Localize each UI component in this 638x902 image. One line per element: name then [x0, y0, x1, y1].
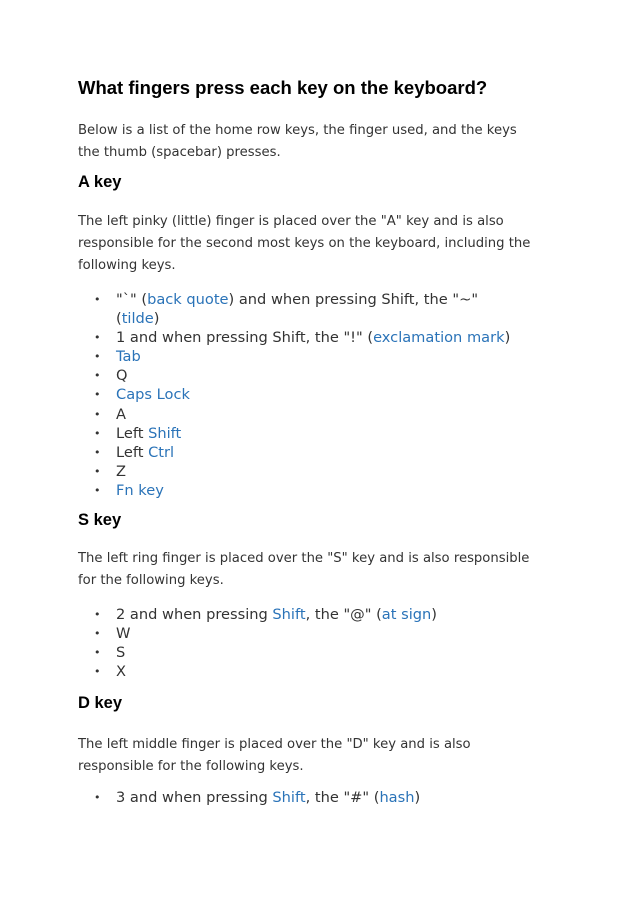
- item-text: 1 and when pressing Shift, the "!" (: [116, 329, 374, 347]
- section-desc-a-key: [78, 211, 568, 277]
- bullet-icon: •: [94, 369, 101, 383]
- item-text: 2 and when pressing: [116, 606, 273, 623]
- item-text: W: [116, 625, 131, 643]
- item-text: ): [431, 606, 437, 623]
- bullet-icon: •: [94, 350, 101, 364]
- item-text: ): [504, 329, 511, 347]
- link-fn-key[interactable]: Fn key: [116, 481, 164, 499]
- list-item: [78, 424, 568, 443]
- item-text: X: [116, 663, 126, 681]
- key-list-d: [78, 788, 568, 807]
- bullet-icon: •: [94, 627, 101, 641]
- list-item: [78, 462, 568, 481]
- text-line: The left ring finger is placed over the "S" key and is also responsible: [78, 551, 530, 566]
- list-item: [78, 605, 568, 624]
- link-shift[interactable]: Shift: [148, 424, 182, 442]
- section-desc-s-key: [78, 548, 568, 592]
- list-item: [78, 643, 568, 662]
- section-heading-s-key: S key: [78, 511, 122, 529]
- key-list-a: [78, 290, 568, 500]
- list-item: [78, 328, 568, 347]
- link-tab[interactable]: Tab: [116, 348, 141, 366]
- item-text: A: [116, 405, 126, 423]
- list-item: [78, 788, 568, 807]
- text-line: responsible for the following keys.: [78, 759, 304, 774]
- bullet-icon: •: [94, 464, 101, 478]
- item-text: , the "@" (: [305, 606, 382, 623]
- item-text: 3 and when pressing: [116, 789, 273, 806]
- list-item: [78, 662, 568, 681]
- bullet-icon: •: [94, 646, 101, 660]
- bullet-icon: •: [94, 293, 101, 306]
- bullet-icon: •: [94, 483, 101, 497]
- item-text: ): [153, 310, 160, 328]
- list-item: [78, 624, 568, 643]
- list-item: [78, 385, 568, 404]
- item-text: Q: [116, 367, 128, 385]
- item-text: Left: [116, 443, 149, 461]
- list-item: [78, 443, 568, 462]
- list-item: [78, 481, 568, 500]
- text-line: responsible for the second most keys on the keyboard, including the: [78, 236, 531, 251]
- link-at-sign[interactable]: at sign: [381, 606, 432, 623]
- bullet-icon: •: [94, 791, 101, 804]
- list-item: [78, 405, 568, 424]
- link-hash[interactable]: hash: [379, 789, 415, 806]
- link-tilde[interactable]: tilde: [121, 310, 154, 328]
- list-item: [78, 290, 568, 328]
- link-exclamation-mark[interactable]: exclamation mark: [373, 329, 505, 347]
- key-list-s: [78, 605, 568, 681]
- bullet-icon: •: [94, 426, 101, 440]
- text-line: The left pinky (little) finger is placed over the "A" key and is also: [78, 214, 504, 229]
- item-text: Z: [116, 462, 126, 480]
- item-text: , the "#" (: [305, 789, 380, 806]
- link-back-quote[interactable]: back quote: [147, 291, 229, 308]
- item-text: (: [116, 310, 122, 328]
- bullet-icon: •: [94, 407, 101, 421]
- link-caps-lock[interactable]: Caps Lock: [116, 386, 190, 404]
- bullet-icon: •: [94, 331, 101, 345]
- item-text: ) and when pressing Shift, the "~": [228, 291, 479, 308]
- list-item: [78, 366, 568, 385]
- item-text: S: [116, 644, 126, 662]
- link-shift[interactable]: Shift: [272, 789, 306, 806]
- text-line: following keys.: [78, 258, 176, 273]
- item-text: "`" (: [116, 291, 148, 308]
- bullet-icon: •: [94, 665, 101, 679]
- link-ctrl[interactable]: Ctrl: [148, 443, 175, 461]
- item-text: Left: [116, 424, 149, 442]
- section-heading-d-key: D key: [78, 694, 123, 712]
- section-heading-a-key: A key: [78, 173, 122, 191]
- text-line: for the following keys.: [78, 573, 224, 588]
- section-desc-d-key: [78, 734, 568, 778]
- list-item: [78, 347, 568, 366]
- link-shift[interactable]: Shift: [272, 606, 306, 623]
- text-line: Below is a list of the home row keys, the finger used, and the keys: [78, 123, 517, 138]
- text-line: The left middle finger is placed over the "D" key and is also: [78, 737, 471, 752]
- bullet-icon: •: [94, 445, 101, 459]
- intro-paragraph: [78, 120, 568, 164]
- bullet-icon: •: [94, 388, 101, 402]
- page-title: What fingers press each key on the keyboard?: [78, 77, 488, 98]
- item-text: ): [414, 789, 421, 806]
- text-line: the thumb (spacebar) presses.: [78, 145, 281, 160]
- bullet-icon: •: [94, 608, 101, 621]
